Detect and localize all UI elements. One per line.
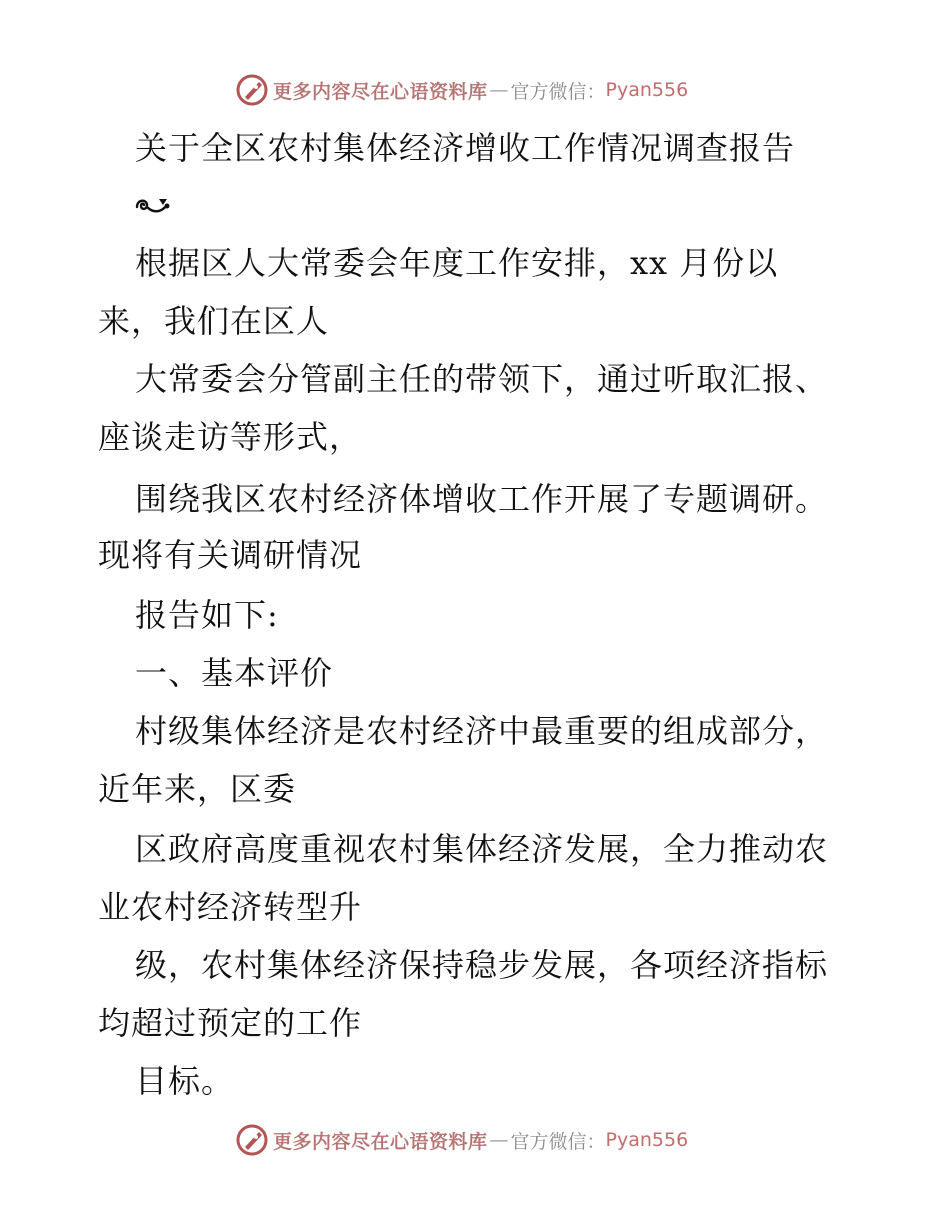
- body-line: 座谈走访等形式，: [98, 418, 363, 456]
- footer-watermark: [235, 1123, 688, 1157]
- body-line: 村级集体经济是农村经济中最重要的组成部分，: [135, 712, 829, 750]
- body-line: 级，农村集体经济保持稳步发展，各项经济指标: [135, 946, 829, 984]
- watermark-brand-text: 更多内容尽在心语资料库: [273, 1130, 488, 1153]
- document-title: 关于全区农村集体经济增收工作情况调查报告: [135, 129, 796, 167]
- body-line: 现将有关调研情况: [98, 536, 363, 574]
- watermark-wechat-id: Pyan556: [605, 79, 689, 101]
- watermark-wechat-label: 官方微信：: [510, 80, 606, 103]
- body-line: 区政府高度重视农村集体经济发展，全力推动农: [135, 830, 829, 868]
- body-line: 大常委会分管副主任的带领下，通过听取汇报、: [135, 360, 829, 398]
- watermark-wechat-label: 官方微信：: [510, 1130, 606, 1153]
- header-watermark: [235, 73, 688, 107]
- body-line: 业农村经济转型升: [98, 888, 363, 926]
- watermark-wechat-id: Pyan556: [605, 1129, 689, 1151]
- watermark-separator: —: [489, 1129, 509, 1151]
- pen-nib-circle-icon: [235, 73, 269, 107]
- body-line: 来，我们在区人: [98, 302, 330, 340]
- body-line: 目标。: [135, 1062, 235, 1100]
- body-line: 近年来，区委: [98, 770, 297, 808]
- swirl-ornament-icon: [133, 193, 173, 217]
- body-line: 报告如下:: [135, 596, 279, 634]
- body-line: 围绕我区农村经济体增收工作开展了专题调研。: [135, 480, 829, 518]
- body-line: 均超过预定的工作: [98, 1004, 363, 1042]
- body-line: 根据区人大常委会年度工作安排，xx 月份以: [135, 244, 779, 282]
- pen-nib-circle-icon: [235, 1123, 269, 1157]
- section-heading: 一、基本评价: [135, 654, 334, 692]
- watermark-brand-text: 更多内容尽在心语资料库: [273, 80, 488, 103]
- watermark-separator: —: [489, 79, 509, 101]
